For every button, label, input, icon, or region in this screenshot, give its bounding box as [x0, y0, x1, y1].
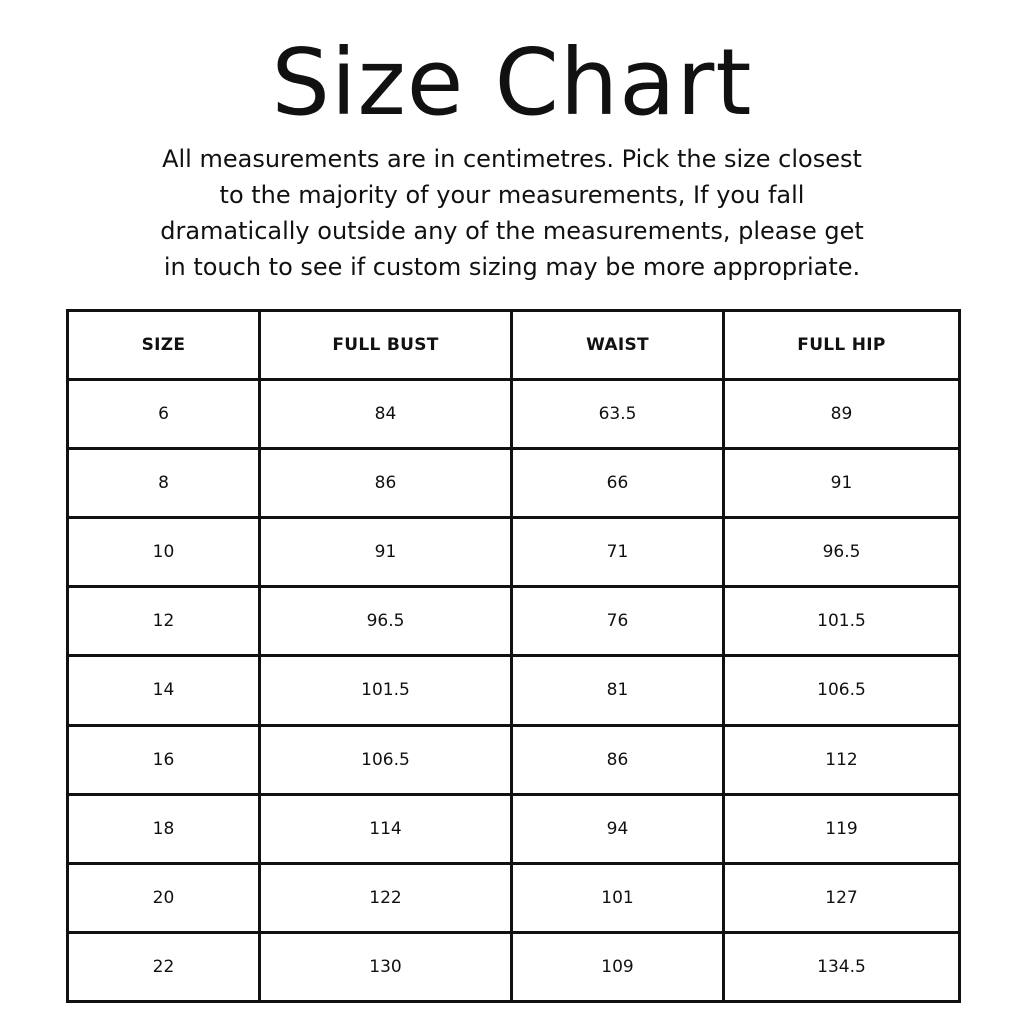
header-full-hip: FULL HIP: [724, 311, 960, 380]
instruction-line: dramatically outside any of the measurements, please get: [160, 217, 864, 245]
cell-full-hip: 89: [724, 380, 960, 449]
cell-size: 10: [68, 518, 260, 587]
cell-full-bust: 86: [260, 449, 512, 518]
cell-size: 12: [68, 587, 260, 656]
cell-full-hip: 106.5: [724, 656, 960, 725]
cell-waist: 76: [512, 587, 724, 656]
cell-full-hip: 91: [724, 449, 960, 518]
cell-full-hip: 134.5: [724, 932, 960, 1001]
cell-full-hip: 96.5: [724, 518, 960, 587]
table-row: [68, 656, 960, 725]
measurement-instructions: [112, 141, 912, 285]
cell-waist: 94: [512, 794, 724, 863]
cell-size: 16: [68, 725, 260, 794]
cell-full-bust: 122: [260, 863, 512, 932]
table-row: [68, 863, 960, 932]
cell-waist: 109: [512, 932, 724, 1001]
cell-size: 6: [68, 380, 260, 449]
cell-waist: 66: [512, 449, 724, 518]
cell-waist: 86: [512, 725, 724, 794]
cell-waist: 71: [512, 518, 724, 587]
cell-size: 14: [68, 656, 260, 725]
table-row: [68, 518, 960, 587]
instruction-line: to the majority of your measurements, If you fall: [219, 181, 805, 209]
cell-size: 8: [68, 449, 260, 518]
cell-full-bust: 91: [260, 518, 512, 587]
cell-size: 22: [68, 932, 260, 1001]
cell-waist: 81: [512, 656, 724, 725]
header-size: SIZE: [68, 311, 260, 380]
header-waist: WAIST: [512, 311, 724, 380]
cell-full-hip: 101.5: [724, 587, 960, 656]
cell-full-bust: 101.5: [260, 656, 512, 725]
table-row: [68, 587, 960, 656]
cell-full-bust: 106.5: [260, 725, 512, 794]
cell-full-hip: 112: [724, 725, 960, 794]
cell-full-hip: 127: [724, 863, 960, 932]
table-header-row: [68, 311, 960, 380]
header-full-bust: FULL BUST: [260, 311, 512, 380]
cell-full-bust: 96.5: [260, 587, 512, 656]
table-row: [68, 449, 960, 518]
cell-full-bust: 130: [260, 932, 512, 1001]
size-chart-table: [66, 309, 961, 1003]
cell-full-bust: 114: [260, 794, 512, 863]
cell-waist: 101: [512, 863, 724, 932]
table-row: [68, 794, 960, 863]
cell-size: 20: [68, 863, 260, 932]
table-row: [68, 380, 960, 449]
instruction-line: in touch to see if custom sizing may be more appropriate.: [163, 253, 861, 281]
instruction-line: All measurements are in centimetres. Pick the size closest: [162, 145, 862, 173]
table-row: [68, 725, 960, 794]
cell-size: 18: [68, 794, 260, 863]
cell-full-bust: 84: [260, 380, 512, 449]
table-body: [68, 380, 960, 1002]
cell-full-hip: 119: [724, 794, 960, 863]
cell-waist: 63.5: [512, 380, 724, 449]
page-title: Size Chart: [271, 29, 753, 136]
table-row: [68, 932, 960, 1001]
